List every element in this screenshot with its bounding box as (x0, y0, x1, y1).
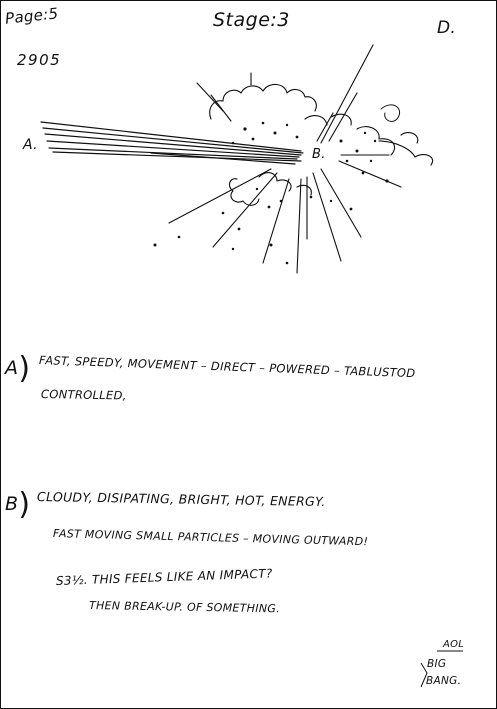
section-letter: D. (437, 18, 457, 38)
note-a-marker-letter: A (5, 357, 19, 379)
note-s3-line-1: S3½. THIS FEELS LIKE AN IMPACT? (55, 566, 273, 588)
signoff-line-2: BANG. (426, 675, 462, 687)
signoff-bracket (1, 1, 496, 708)
note-a-line-2: CONTROLLED, (40, 387, 127, 403)
note-s3-line-2: THEN BREAK-UP. OF SOMETHING. (88, 599, 281, 616)
sketch-label-b: B. (312, 147, 326, 162)
note-b-line-1: CLOUDY, DISIPATING, BRIGHT, HOT, ENERGY. (36, 489, 326, 510)
signoff-line-1: BIG (427, 658, 447, 670)
sketch-label-a: A. (23, 137, 38, 153)
note-b-line-2: FAST MOVING SMALL PARTICLES – MOVING OUTWARD! (52, 527, 369, 549)
note-b-marker: B) (5, 487, 31, 522)
note-a-marker: A) (5, 351, 31, 386)
signoff-initials: AOL (443, 639, 465, 650)
stage-label: Stage:3 (213, 9, 290, 31)
page-number-label: Page:5 (4, 4, 60, 28)
note-b-marker-letter: B (5, 493, 19, 515)
year-label: 2905 (17, 51, 62, 69)
note-a-line-1: FAST, SPEEDY, MOVEMENT – DIRECT – POWERED – TABLUSTOD (38, 353, 416, 381)
